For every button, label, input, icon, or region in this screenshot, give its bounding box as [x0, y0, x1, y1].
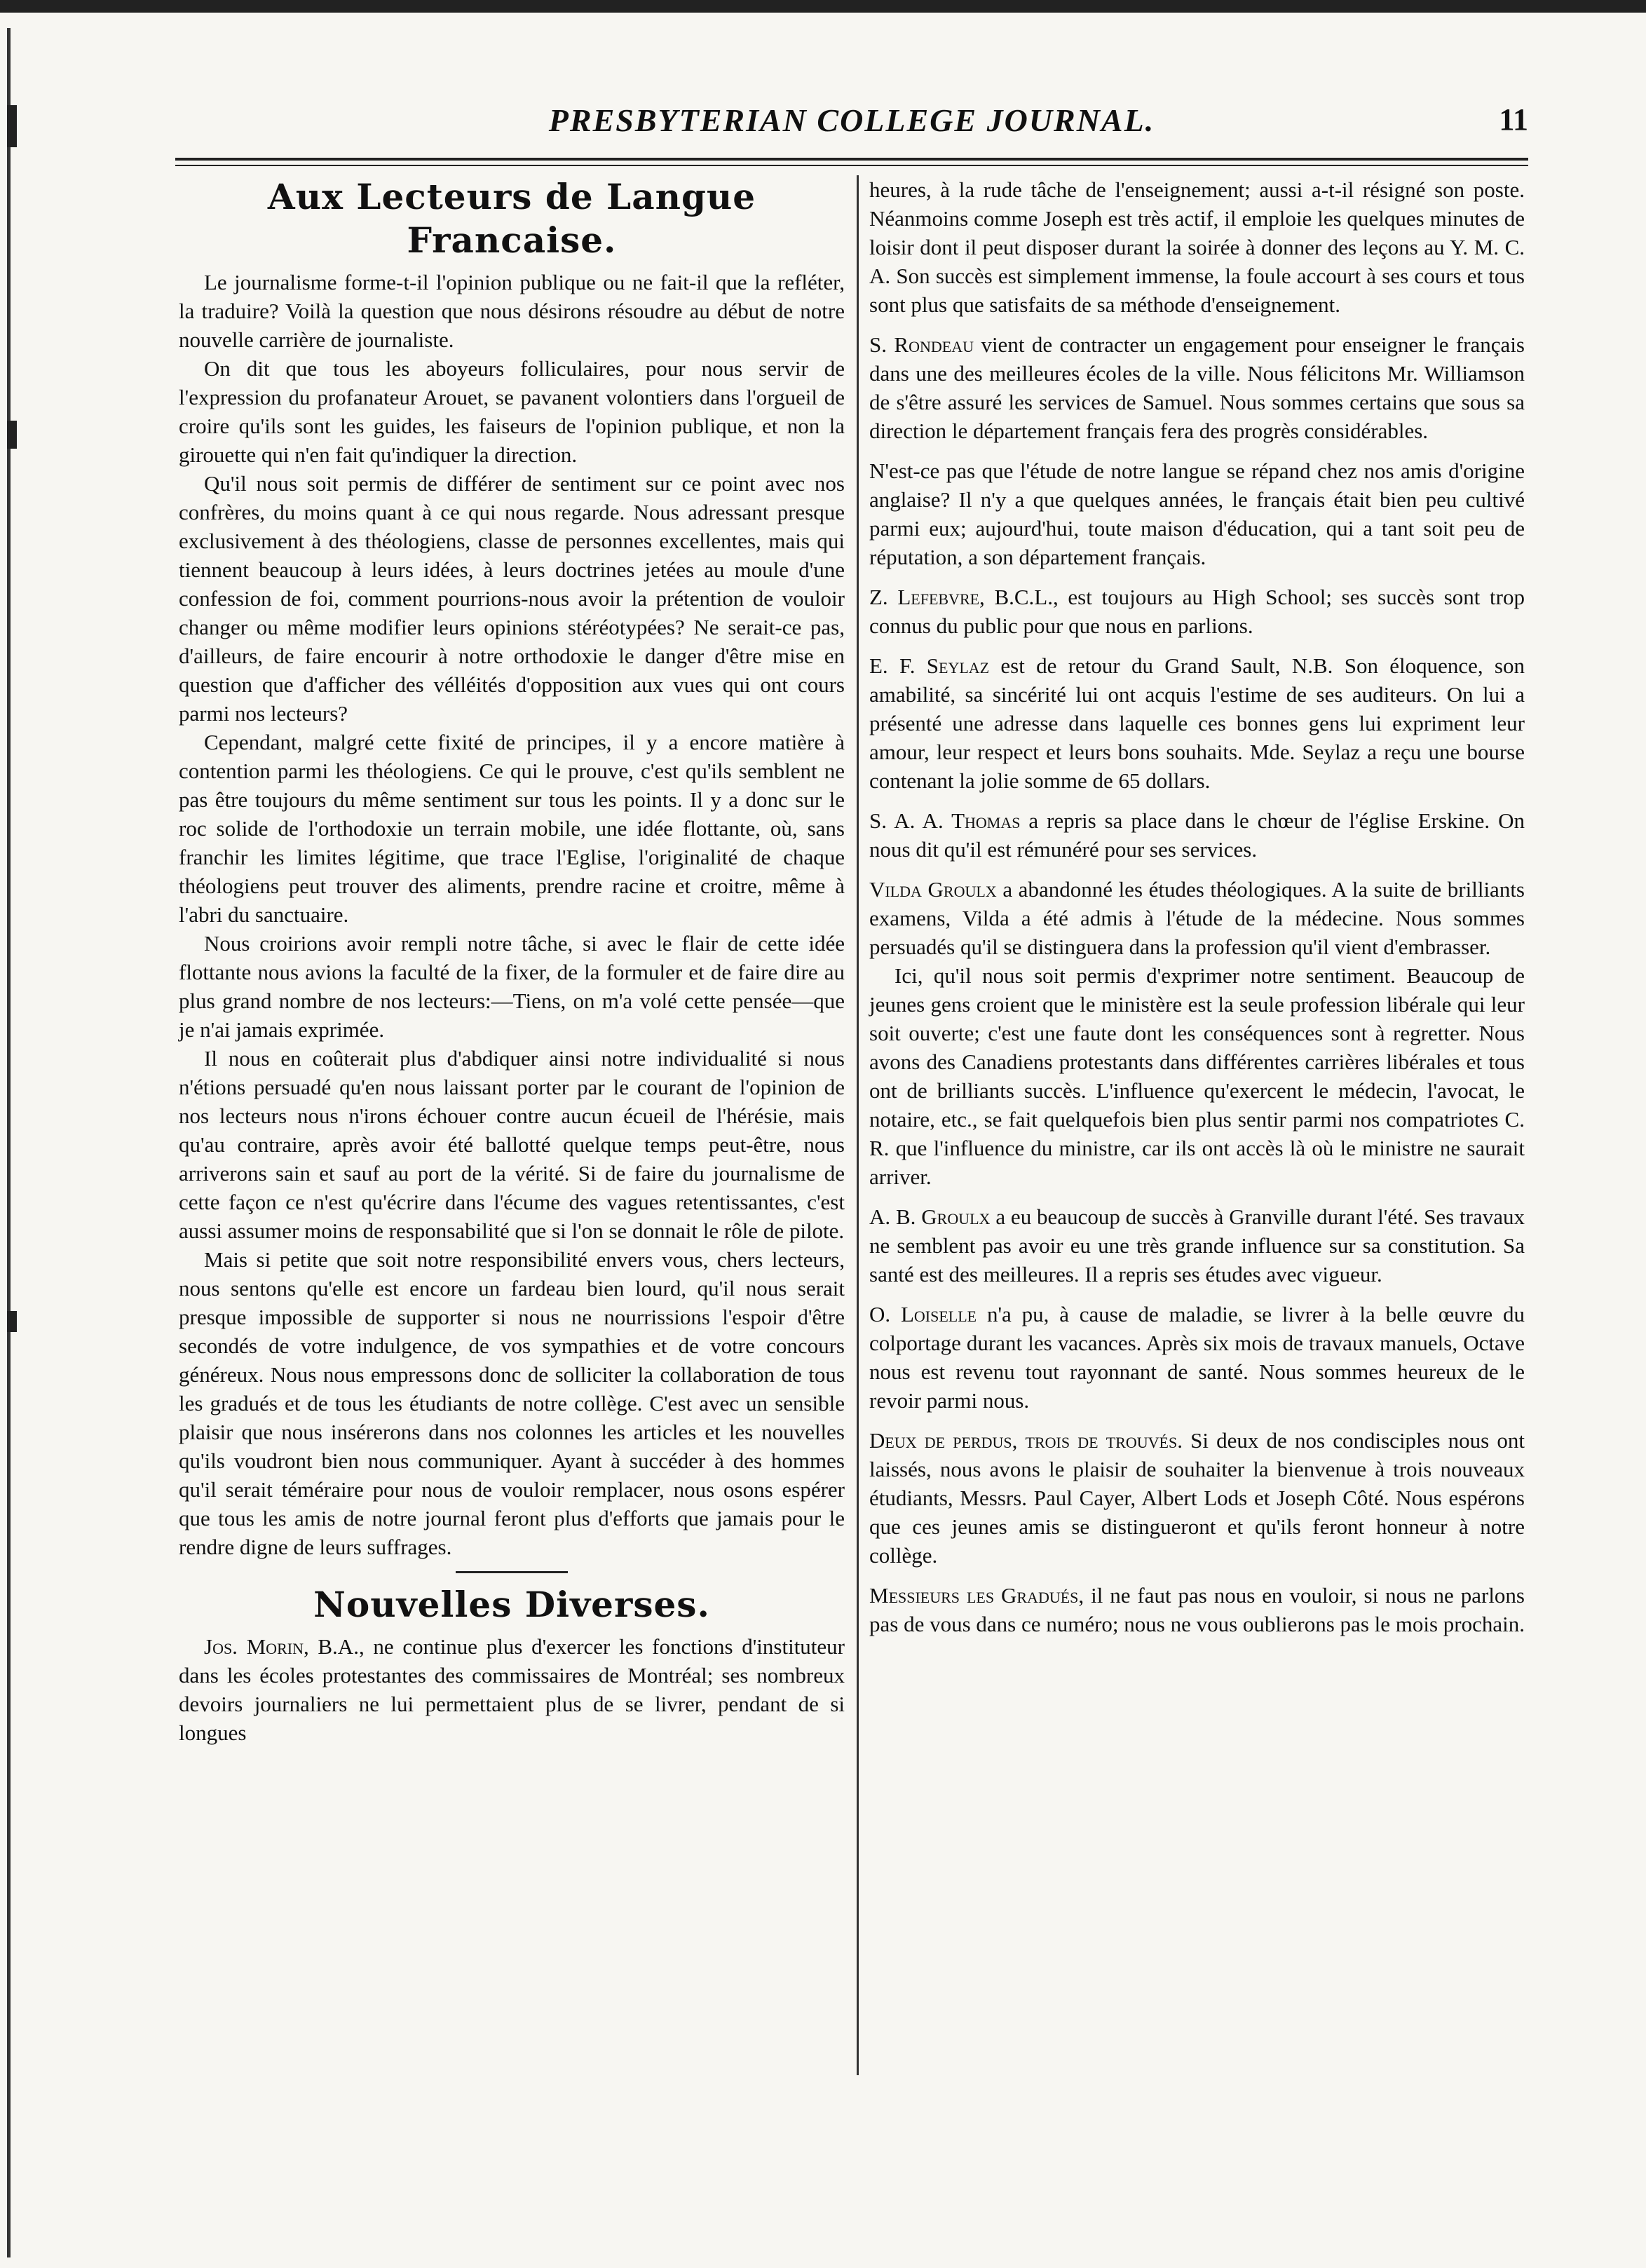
- news-item: [869, 1300, 1525, 1415]
- news-item-lead: Jos. Morin, B.A.,: [204, 1634, 365, 1659]
- column-divider: [857, 175, 859, 2075]
- news-item: Ici, qu'il nous soit permis d'exprimer notre sentiment. Beaucoup de jeunes gens croient que le ministère est la seule profession libérale qui leur soit ouverte; c'est une faute dont les conséquences sont à regretter. Nous avons des Canadiens protestants dans différentes carrières libérales et tous ont de brilliants succès. L'influence qu'exercent le médecin, l'avocat, le notaire, etc., se fait quelquefois bien plus sentir parmi nos compatriotes C. R. que l'influence du ministre, car ils ont accès là où le ministre ne saurait arriver.: [869, 963, 1525, 1189]
- news-item-text: il ne faut pas nous en vouloir, si nous ne parlons pas de vous dans ce numéro; nous ne vous oublierons pas le mois prochain.: [869, 1583, 1525, 1636]
- section-divider: [456, 1571, 568, 1573]
- news-item-lead: A. B. Groulx: [869, 1204, 991, 1229]
- top-border-rule: [0, 0, 1646, 13]
- paragraph: Qu'il nous soit permis de différer de sentiment sur ce point avec nos confrères, du moins quant à ce qui nous regarde. Nous adressant presque exclusivement à des théologiens, classe de personnes excellentes, mais qui tiennent beaucoup à leurs idées, à leurs doctrines jetées au moule d'une confession de foi, comment pourrions-nous avoir la prétention de vouloir changer ou même modifier leurs opinions stéréotypées? Ne serait-ce pas, d'ailleurs, de faire encourir à notre orthodoxie le danger d'être mise en question que d'afficher des vélléités d'opposition aux vues qui ont cours parmi nos lecteurs?: [179, 471, 845, 726]
- page-header: [175, 102, 1528, 144]
- paragraph: Il nous en coûterait plus d'abdiquer ainsi notre individualité si nous n'étions persuadé qu'en nous laissant porter par le courant de l'opinion de nos lecteurs nous n'irons échouer contre aucun écueil de l'hérésie, mais qu'au contraire, après avoir été ballotté quelque temps peut-être, nous arriverons sain et sauf au port de la vérité. Si de faire du journalisme de cette façon ce n'est qu'écrire dans l'écume des vagues retentissantes, c'est aussi assumer moins de responsabilité que si l'on se donnait le rôle de pilote.: [179, 1046, 845, 1243]
- news-item-text: vient de contracter un engagement pour enseigner le français dans une des meilleures écoles de la ville. Nous félicitons Mr. Williamson de s'être assuré les services de Samuel. Nous sommes certains que sous sa direction le département français fera des progrès considérables.: [869, 332, 1525, 443]
- paragraph: Nous croirions avoir rempli notre tâche, si avec le flair de cette idée flottante nous avions la faculté de la fixer, de la formuler et de faire dire au plus grand nombre de nos lecteurs:—Tiens, on m'a volé cette pensée—que je n'ai jamais exprimée.: [179, 931, 845, 1042]
- news-item-lead: S. A. A. Thomas: [869, 808, 1021, 833]
- news-item-text: est de retour du Grand Sault, N.B. Son éloquence, son amabilité, sa sincérité lui ont acquis l'estime de ses auditeurs. On lui a présenté une adresse dans laquelle ces bonnes gens lui expriment leur amour, leur respect et leurs bons souhaits. Mde. Seylaz a reçu une bourse contenant la jolie somme de 65 dollars.: [869, 653, 1525, 793]
- news-item-text: a repris sa place dans le chœur de l'église Erskine. On nous dit qu'il est rémunéré pour ses services.: [869, 808, 1525, 862]
- header-rule-thin: [175, 165, 1528, 166]
- news-item-lead: Deux de perdus, trois de trouvés.: [869, 1428, 1183, 1453]
- news-item-continued: heures, à la rude tâche de l'enseignement; aussi a-t-il résigné son poste. Néanmoins comme Joseph est très actif, il emploie les quelques minutes de loisir dont il peut disposer durant la soirée à donner des leçons au Y. M. C. A. Son succès est simplement immense, la foule accourt à ses cours et tous sont plus que satisfaits de sa méthode d'enseignement.: [869, 177, 1525, 317]
- news-item-text: a eu beaucoup de succès à Granville durant l'été. Ses travaux ne semblent pas avoir eu une très grande influence sur sa constitution. Sa santé est des meilleures. Il a repris ses études avec vigueur.: [869, 1204, 1525, 1286]
- paragraph: Mais si petite que soit notre responsibilité envers vous, chers lecteurs, nous sentons qu'elle est encore un fardeau bien lourd, qu'il nous serait presque impossible de supporter si nous ne nourrissions l'espoir d'être secondés de votre indulgence, de vos sympathies et de votre concours généreux. Nous nous empressons donc de solliciter la collaboration de tous les gradués et de tous les étudiants de notre collège. C'est avec un sensible plaisir que nous insérerons dans nos colonnes les articles et les nouvelles qu'ils voudront bien nous communiquer. Ayant à succéder à des hommes qu'il serait téméraire pour nous de vouloir remplacer, nous osons espérer que tous les amis de notre journal feront plus d'efforts que jamais pour le rendre digne de leurs suffrages.: [179, 1247, 845, 1559]
- news-item-lead: S. Rondeau: [869, 332, 974, 357]
- paragraph: Le journalisme forme-t-il l'opinion publique ou ne fait-il que la refléter, la traduire? Voilà la question que nous désirons résoudre au début de notre nouvelle carrière de journaliste.: [179, 270, 845, 352]
- left-column: [179, 175, 845, 1747]
- news-item: [869, 651, 1525, 795]
- news-item-lead: Messieurs les Gradués,: [869, 1583, 1084, 1608]
- paragraph: Cependant, malgré cette fixité de principes, il y a encore matière à contention parmi les théologiens. Ce qui le prouve, c'est qu'ils semblent ne pas être toujours du même sentiment sur tous les points. Il y a donc sur le roc solide de l'orthodoxie un terrain mobile, une idée flottante, où, sans franchir les limites légitime, que trace l'Eglise, l'originalité de chaque théologiens peut trouver des aliments, prendre racine et croitre, même à l'abri du sanctuaire.: [179, 730, 845, 927]
- news-item-lead: E. F. Seylaz: [869, 653, 990, 678]
- news-heading: Nouvelles Diverses.: [313, 1584, 710, 1625]
- running-title: PRESBYTERIAN COLLEGE JOURNAL.: [548, 102, 1155, 138]
- news-item-lead: Vilda Groulx: [869, 877, 997, 902]
- page-left-edge: [7, 28, 17, 2257]
- news-item: [869, 1202, 1525, 1289]
- news-item: [869, 1426, 1525, 1570]
- news-item: [869, 875, 1525, 961]
- news-item-text: n'a pu, à cause de maladie, se livrer à la belle œuvre du colportage durant les vacances. Après six mois de travaux manuels, Octave nous est revenu tout rayonnant de santé. Nous sommes heureux de le revoir parmi nous.: [869, 1302, 1525, 1413]
- news-item-text: a abandonné les études théologiques. A la suite de brilliants examens, Vilda a été admis à l'étude de la médecine. Nous sommes persuadés qu'il se distinguera dans la profession qu'il vient d'embrasser.: [869, 877, 1525, 959]
- header-rule: [175, 158, 1528, 161]
- news-item: [869, 330, 1525, 445]
- paragraph: On dit que tous les aboyeurs folliculaires, pour nous servir de l'expression du profanateur Arouet, se pavanent volontiers dans l'orgueil de croire qu'ils sont les guides, les faiseurs de l'opinion publique, et non la girouette qui n'en fait qu'indiquer la direction.: [179, 356, 845, 467]
- news-item-text: B.C.L., est toujours au High School; ses succès sont trop connus du public pour que nous en parlions.: [869, 585, 1525, 638]
- news-item: [869, 1581, 1525, 1638]
- article-heading: Aux Lecteurs de Langue Francaise.: [267, 176, 756, 261]
- right-column: [869, 175, 1525, 1638]
- news-item-lead: Z. Lefebvre,: [869, 585, 985, 609]
- news-item: [179, 1632, 845, 1747]
- news-item-lead: O. Loiselle: [869, 1302, 977, 1326]
- news-item-text: ne continue plus d'exercer les fonctions d'instituteur dans les écoles protestantes des commissaires de Montréal; ses nombreux devoirs journaliers ne lui permettaient plus de se livrer, pendant de si longues: [179, 1634, 845, 1745]
- news-item: N'est-ce pas que l'étude de notre langue se répand chez nos amis d'origine anglaise? Il n'y a que quelques années, le français était bien peu cultivé parmi eux; aujourd'hui, toute maison d'éducation, qui a tant soit peu de réputation, a son département français.: [869, 459, 1525, 569]
- page-number: 11: [1499, 102, 1528, 137]
- news-item-text: Si deux de nos condisciples nous ont laissés, nous avons le plaisir de souhaiter la bienvenue à trois nouveaux étudiants, Messrs. Paul Cayer, Albert Lods et Joseph Côté. Nous espérons que ces jeunes amis se distingueront et qu'ils feront honneur à notre collège.: [869, 1428, 1525, 1568]
- news-item: [869, 583, 1525, 640]
- news-item: [869, 806, 1525, 864]
